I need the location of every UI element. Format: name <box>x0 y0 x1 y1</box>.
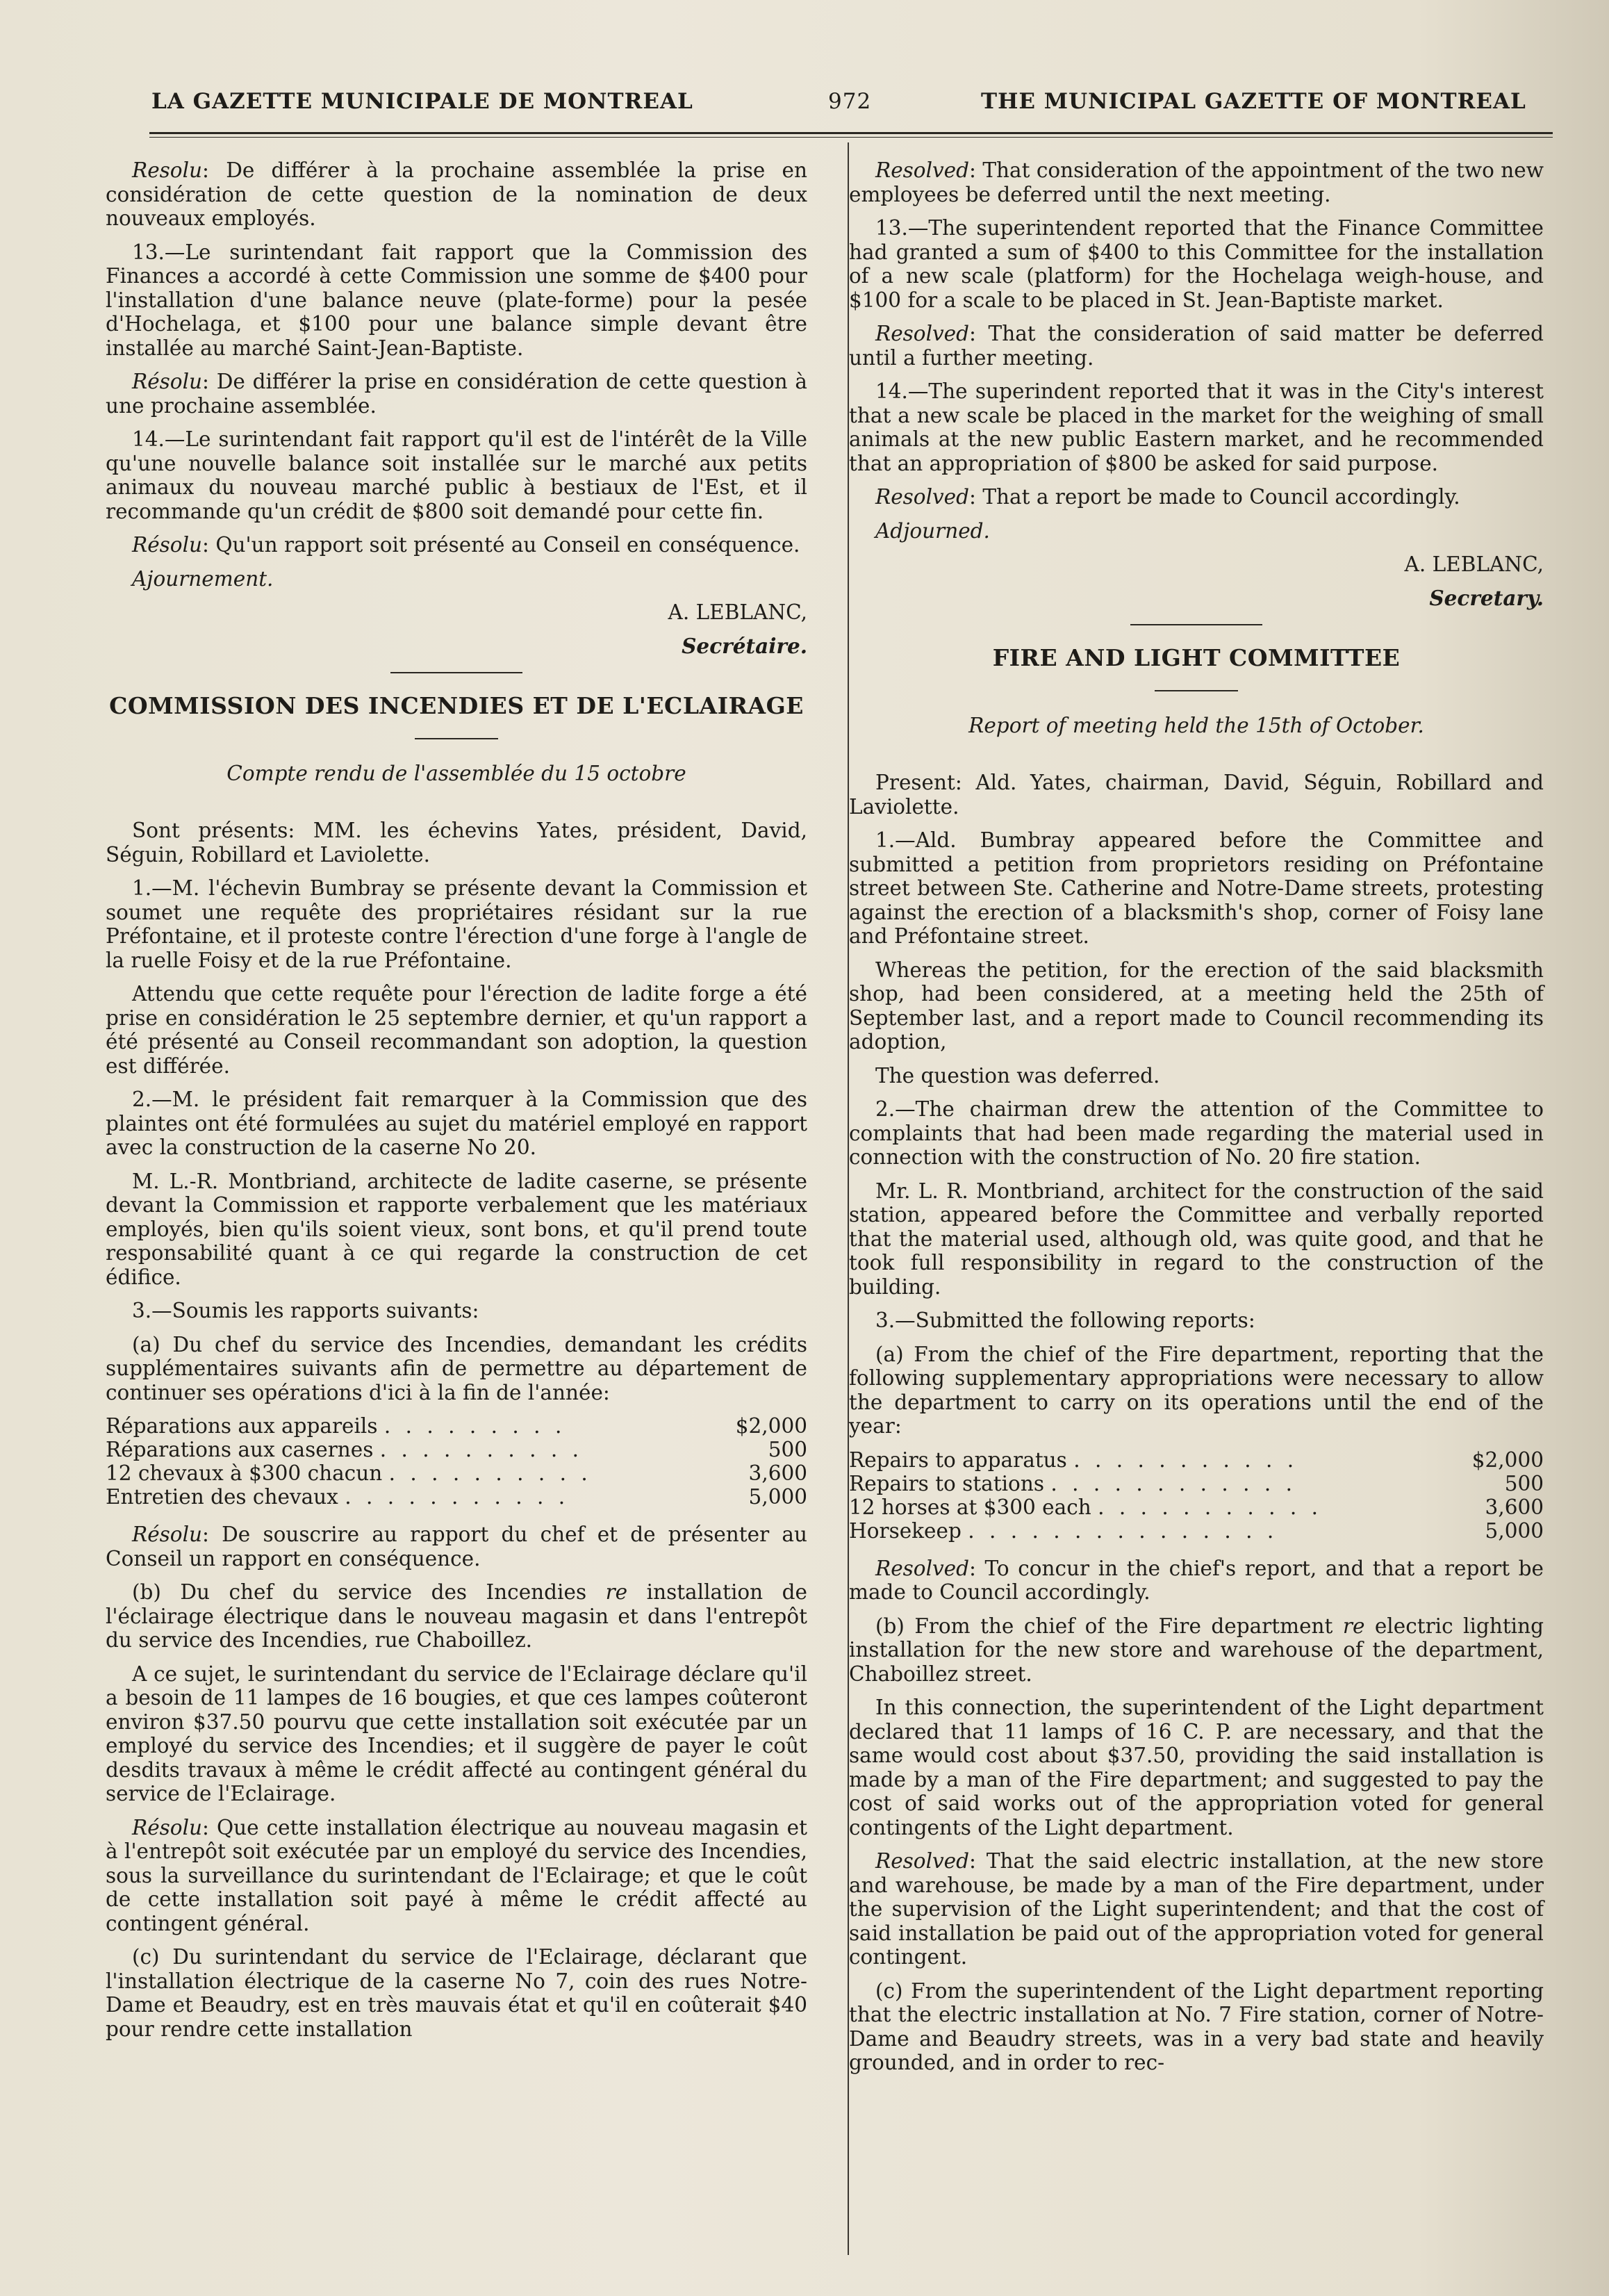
paragraph: Résolu: De différer la prise en considération de cette question à une prochaine assemblée. <box>106 370 807 418</box>
paragraph: Résolu: Qu'un rapport soit présenté au Conseil en conséquence. <box>132 533 800 557</box>
signature-title: Secrétaire. <box>682 633 807 658</box>
signature: A. LEBLANC, <box>668 600 807 624</box>
table-row: 12 horses at $300 each . . . . . . . . . . . 3,600 <box>849 1495 1544 1519</box>
english-column <box>849 158 1544 2085</box>
table-row: 12 chevaux à $300 chacun . . . . . . . . . . 3,600 <box>106 1461 807 1485</box>
paragraph: 2.—The chairman drew the attention of the Committee to complaints that had been made regarding the material used in connection with the construction of No. 20 fire station. <box>849 1097 1544 1169</box>
appropriations-table <box>849 1448 1544 1543</box>
section-rule <box>1155 690 1238 691</box>
paragraph: Résolu: Que cette installation électrique au nouveau magasin et à l'entrepôt soit exécutée par un employé du service des Incendies, sous la surveillance du surintendant de l'Eclairage; et que le coût de cette installation soit payé à même le crédit affecté au contingent général. <box>106 1815 807 1935</box>
paragraph: 1.—Ald. Bumbray appeared before the Committee and submitted a petition from proprietors residing on Préfontaine street between Ste. Catherine and Notre-Dame streets, protesting against the erection of a blacksmith's shop, corner of Foisy lane and Préfontaine street. <box>849 828 1544 948</box>
paragraph: Resolu: De différer à la prochaine assemblée la prise en considération de cette question de la nomination de deux nouveaux employés. <box>106 158 807 230</box>
paragraph: A ce sujet, le surintendant du service de l'Eclairage déclare qu'il a besoin de 11 lampes de 16 bougies, et que ces lampes coûteront environ $37.50 pourvu que cette installation soit exécutée par un employé du service des Incendies; et il suggère de payer le coût desdits travaux à même le crédit affecté au contingent général du service de l'Eclairage. <box>106 1662 807 1805</box>
paragraph: Resolved: That the said electric installation, at the new store and warehouse, be made by a man of the Fire department, under the supervision of the Light superintendent; and that the cost of said installation be paid out of the appropriation voted for general contingent. <box>849 1849 1544 1969</box>
signature: A. LEBLANC, <box>1404 552 1544 576</box>
credits-table <box>106 1414 807 1509</box>
header-rule-thin <box>149 137 1553 138</box>
paragraph: 13.—Le surintendant fait rapport que la Commission des Finances a accordé à cette Commission une somme de $400 pour l'installation d'une balance neuve (plate-forme) pour la pesée d'Hochelaga, et $100 pour une balance simple devant être installée au marché Saint-Jean-Baptiste. <box>106 240 807 360</box>
page-number: 972 <box>828 89 872 114</box>
adjournment: Adjourned. <box>875 518 990 543</box>
paragraph: (c) Du surintendant du service de l'Eclairage, déclarant que l'installation électrique de la caserne No 7, coin des rues Notre-Dame et Beaudry, est en très mauvais état et qu'il en coûterait $40 pour rendre cette installation <box>106 1945 807 2041</box>
paragraph: (c) From the superintendent of the Light department reporting that the electric installation at No. 7 Fire station, corner of Notre-Dame and Beaudry streets, was in a very bad state and heavily grounded, and in order to rec- <box>849 1978 1544 2074</box>
table-row: Entretien des chevaux . . . . . . . . . . . 5,000 <box>106 1485 807 1509</box>
header-rule <box>149 132 1553 134</box>
paragraph: 14.—The superindent reported that it was in the City's interest that a new scale be placed in the market for the weighing of small animals at the new public Eastern market, and he recommended that an appropriation of $800 be asked for said purpose. <box>849 379 1544 475</box>
paragraph: 3.—Soumis les rapports suivants: <box>132 1299 479 1322</box>
adjournment: Ajournement. <box>132 566 274 591</box>
table-row: Horsekeep . . . . . . . . . . . . . . . 5,000 <box>849 1518 1544 1543</box>
section-subtitle: Compte rendu de l'assemblée du 15 octobre <box>226 761 686 785</box>
paragraph: 2.—M. le président fait remarquer à la Commission que des plaintes ont été formulées au sujet du matériel employé en rapport avec la construction de la caserne No 20. <box>106 1088 807 1159</box>
paragraph: (a) Du chef du service des Incendies, demandant les crédits supplémentaires suivants afin de permettre au département de continuer ses opérations d'ici à la fin de l'année: <box>106 1332 807 1404</box>
section-subtitle: Report of meeting held the 15th of October. <box>968 713 1424 737</box>
paragraph: The question was deferred. <box>875 1063 1160 1088</box>
table-row: Réparations aux casernes . . . . . . . . . . 500 <box>106 1438 807 1461</box>
paragraph: Attendu que cette requête pour l'érection de ladite forge a été prise en considération le 25 septembre dernier, et qu'un rapport a été présenté au Conseil recommandant son adoption, la question est différée. <box>106 982 807 1078</box>
paragraph: 1.—M. l'échevin Bumbray se présente devant la Commission et soumet une requête des propriétaires résidant sur la rue Préfontaine, et il proteste contre l'érection d'une forge à l'angle de la ruelle Foisy et de la rue Préfontaine. <box>106 876 807 972</box>
paragraph: 14.—Le surintendant fait rapport qu'il est de l'intérêt de la Ville qu'une nouvelle balance soit installée sur le marché aux petits animaux du nouveau marché public à bestiaux de l'Est, et il recommande qu'un crédit de $800 soit demandé pour cette fin. <box>106 427 807 523</box>
paragraph: Resolved: That a report be made to Council accordingly. <box>875 485 1460 509</box>
paragraph: (a) From the chief of the Fire department, reporting that the following supplementary appropriations were necessary to allow the department to carry on its operations until the end of the year: <box>849 1342 1544 1438</box>
french-column <box>106 158 807 2051</box>
paragraph: Resolved: To concur in the chief's report, and that a report be made to Council accordingly. <box>849 1556 1544 1604</box>
paragraph: Whereas the petition, for the erection of the said blacksmith shop, had been considered, at a meeting held the 25th of September last, and a report made to Council recommending its adoption, <box>849 958 1544 1053</box>
paragraph: Resolved: That consideration of the appointment of the two new employees be deferred until the next meeting. <box>849 158 1544 206</box>
header-english-title: THE MUNICIPAL GAZETTE OF MONTREAL <box>981 89 1526 114</box>
section-rule <box>390 672 522 673</box>
section-rule <box>1130 624 1262 625</box>
section-title: FIRE AND LIGHT COMMITTEE <box>992 644 1401 671</box>
section-title: COMMISSION DES INCENDIES ET DE L'ECLAIRAGE <box>109 692 804 719</box>
table-row: Repairs to apparatus . . . . . . . . . . . $2,000 <box>849 1448 1544 1472</box>
signature-title: Secretary. <box>1429 585 1544 610</box>
paragraph: Résolu: De souscrire au rapport du chef et de présenter au Conseil un rapport en conséquence. <box>106 1523 807 1571</box>
table-row: Repairs to stations . . . . . . . . . . . . 500 <box>849 1471 1544 1495</box>
paragraph: 13.—The superintendent reported that the Finance Committee had granted a sum of $400 to this Committee for the installation of a new scale (platform) for the Hochelaga weigh-house, and $100 for a scale to be placed in St. Jean-Baptiste market. <box>849 216 1544 312</box>
section-rule <box>415 738 498 739</box>
paragraph: M. L.-R. Montbriand, architecte de ladite caserne, se présente devant la Commission et rapporte verbalement que les matériaux employés, bien qu'ils soient vieux, sont bons, et qu'il prend toute responsabilité quant à ce qui regarde la construction de cet édifice. <box>106 1169 807 1289</box>
paragraph: (b) From the chief of the Fire department re electric lighting installation for the new store and warehouse of the department, Chaboillez street. <box>849 1614 1544 1686</box>
paragraph: In this connection, the superintendent of the Light department declared that 11 lamps of 16 C. P. are necessary, and that the same would cost about $37.50, providing the said installation is made by a man of the Fire department; and suggested to pay the cost of said works out of the appropriation voted for general contingents of the Light department. <box>849 1696 1544 1839</box>
paragraph: Sont présents: MM. les échevins Yates, président, David, Séguin, Robillard et Laviolette. <box>106 819 807 867</box>
table-row: Réparations aux appareils . . . . . . . . . $2,000 <box>106 1414 807 1438</box>
paragraph: 3.—Submitted the following reports: <box>875 1309 1255 1332</box>
header-french-title: LA GAZETTE MUNICIPALE DE MONTREAL <box>151 89 693 114</box>
paragraph: Present: Ald. Yates, chairman, David, Séguin, Robillard and Laviolette. <box>849 771 1544 819</box>
paragraph: Resolved: That the consideration of said matter be deferred until a further meeting. <box>849 322 1544 370</box>
paragraph: (b) Du chef du service des Incendies re installation de l'éclairage électrique dans le nouveau magasin et dans l'entrepôt du service des Incendies, rue Chaboillez. <box>106 1580 807 1652</box>
paragraph: Mr. L. R. Montbriand, architect for the construction of the said station, appeared before the Committee and verbally reported that the material used, although old, was quite good, and that he took full responsibility in regard to the construction of the building. <box>849 1179 1544 1299</box>
